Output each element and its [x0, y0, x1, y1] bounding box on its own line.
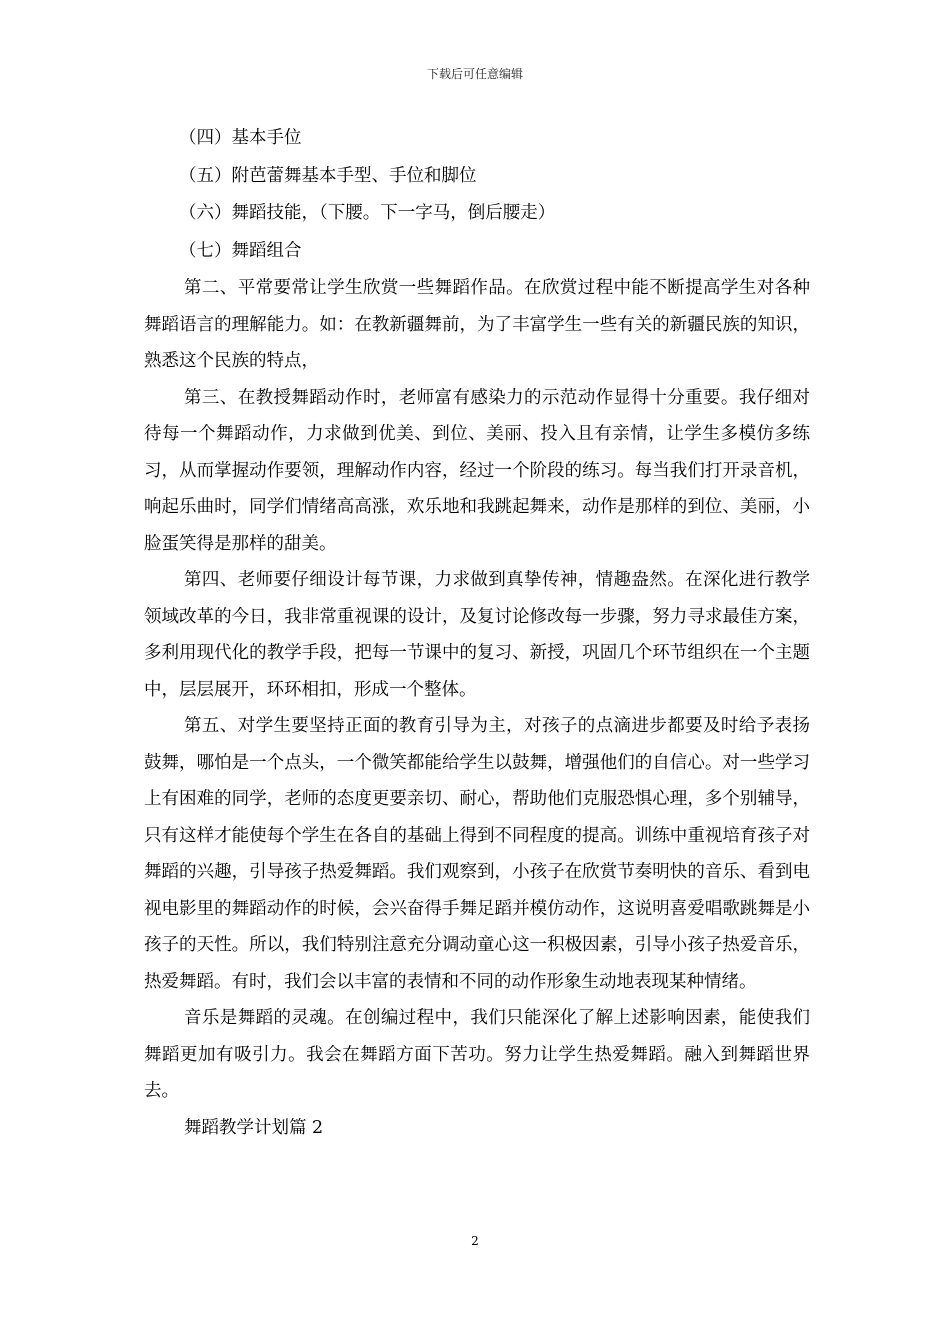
paragraph-fourth: 第四、老师要仔细设计每节课，力求做到真挚传神，情趣盎然。在深化进行教学领域改革的今日，我非常重视课的设计，及复讨论修改每一步骤，努力寻求最佳方案，多利用现代化的教学手段，把每一节课中的复习、新授，巩固几个环节组织在一个主题中，层层展开，环环相扣，形成一个整体。 [144, 570, 810, 700]
paragraph-music: 音乐是舞蹈的灵魂。在创编过程中，我们只能深化了解上述影响因素，能使我们舞蹈更加有吸引力。我会在舞蹈方面下苦功。努力让学生热爱舞蹈。融入到舞蹈世界去。 [144, 1008, 810, 1101]
page-header: 下载后可任意编辑 [426, 67, 523, 81]
list-item-6: （六）舞蹈技能，（下腰。下一字马，倒后腰走） [179, 203, 556, 223]
paragraph-fifth: 第五、对学生要坚持正面的教育引导为主，对孩子的点滴进步都要及时给予表扬鼓舞，哪怕是一个点头，一个微笑都能给学生以鼓舞，增强他们的自信心。对一些学习上有困难的同学，老师的态度更要亲切、耐心，帮助他们克服恐惧心理，多个别辅导，只有这样才能使每个学生在各自的基础上得到不同程度的提高。训练中重视培育孩子对舞蹈的兴趣，引导孩子热爱舞蹈。我们观察到，小孩子在欣赏节奏明快的音乐、看到电视电影里的舞蹈动作的时候，会兴奋得手舞足蹈并模仿动作，这说明喜爱唱歌跳舞是小孩子的天性。所以，我们特别注意充分调动童心这一积极因素，引导小孩子热爱音乐，热爱舞蹈。有时，我们会以丰富的表情和不同的动作形象生动地表现某种情绪。 [144, 716, 810, 992]
section-title: 舞蹈教学计划篇 2 [184, 1117, 324, 1138]
page-body [144, 120, 810, 1147]
page-number: 2 [471, 1234, 479, 1248]
paragraph-second: 第二、平常要常让学生欣赏一些舞蹈作品。在欣赏过程中能不断提高学生对各种舞蹈语言的理解能力。如：在教新疆舞前，为了丰富学生一些有关的新疆民族的知识，熟悉这个民族的特点， [144, 278, 810, 371]
paragraph-third: 第三、在教授舞蹈动作时，老师富有感染力的示范动作显得十分重要。我仔细对待每一个舞蹈动作，力求做到优美、到位、美丽、投入且有亲情，让学生多模仿多练习，从而掌握动作要领，理解动作内容，经过一个阶段的练习。每当我们打开录音机，响起乐曲时，同学们情绪高高涨，欢乐地和我跳起舞来，动作是那样的到位、美丽，小脸蛋笑得是那样的甜美。 [144, 387, 810, 554]
list-item-7: （七）舞蹈组合 [179, 240, 302, 261]
list-item-4: （四）基本手位 [179, 128, 302, 148]
list-item-5: （五）附芭蕾舞基本手型、手位和脚位 [179, 165, 477, 186]
